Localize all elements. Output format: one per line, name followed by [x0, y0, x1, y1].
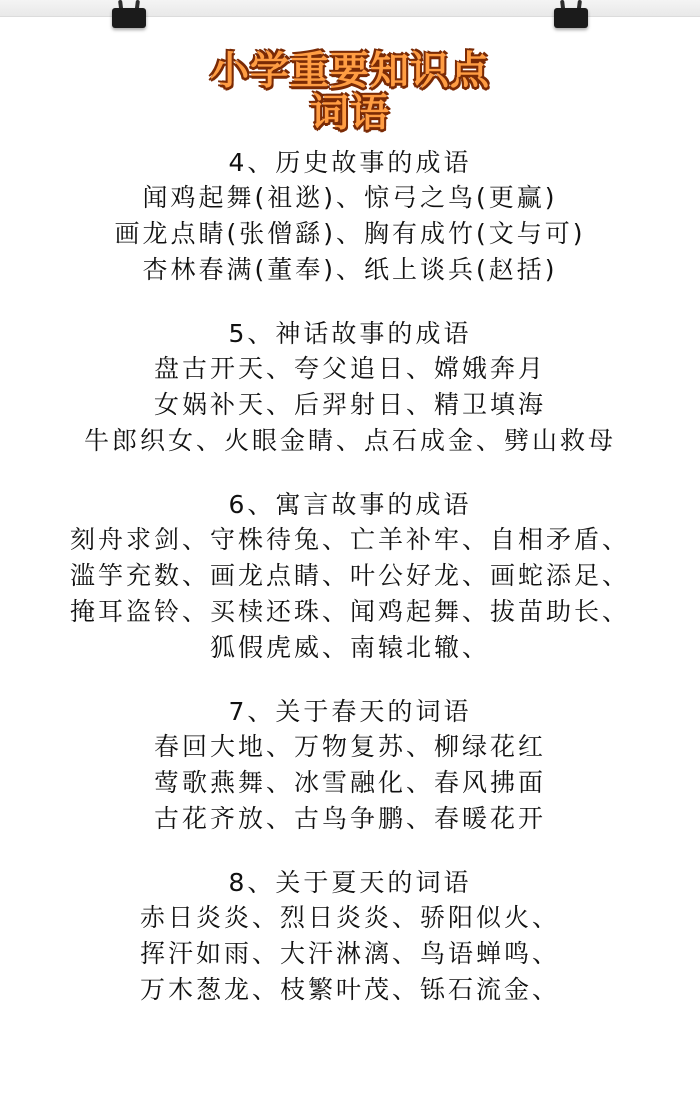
section-fable-idioms	[0, 487, 700, 666]
idiom-line: 闻鸡起舞(祖逖)、惊弓之鸟(更赢)	[142, 183, 558, 212]
word-line: 赤日炎炎、烈日炎炎、骄阳似火、	[139, 903, 560, 932]
idiom-line: 掩耳盗铃、买椟还珠、闻鸡起舞、拔苗助长、	[69, 597, 630, 626]
idiom-line: 画龙点睛(张僧繇)、胸有成竹(文与可)	[114, 219, 586, 248]
idiom-line: 杏林春满(董奉)、纸上谈兵(赵括)	[142, 255, 558, 284]
idiom-line: 女娲补天、后羿射日、精卫填海	[153, 390, 546, 419]
idiom-line: 牛郎织女、火眼金睛、点石成金、劈山救母	[83, 426, 616, 455]
section-history-idioms	[0, 145, 700, 288]
top-paper-rail	[0, 0, 700, 17]
idiom-line: 狐假虎威、南辕北辙、	[209, 633, 490, 662]
title-line-main: 小学重要知识点	[209, 49, 490, 94]
idiom-line: 滥竽充数、画龙点睛、叶公好龙、画蛇添足、	[69, 561, 630, 590]
section-heading: 7、关于春天的词语	[228, 697, 472, 726]
binder-clip-body	[112, 8, 146, 28]
binder-clip-left	[108, 0, 150, 30]
section-spring-words	[0, 694, 700, 837]
content-area	[0, 145, 700, 1036]
word-line: 莺歌燕舞、冰雪融化、春风拂面	[153, 768, 546, 797]
section-heading: 8、关于夏天的词语	[228, 868, 472, 897]
page-title	[0, 49, 700, 136]
idiom-line: 盘古开天、夸父追日、嫦娥奔月	[153, 354, 546, 383]
binder-clip-body	[554, 8, 588, 28]
word-line: 万木葱龙、枝繁叶茂、铄石流金、	[139, 975, 560, 1004]
section-heading: 5、神话故事的成语	[228, 319, 472, 348]
word-line: 春回大地、万物复苏、柳绿花红	[153, 732, 546, 761]
section-heading: 6、寓言故事的成语	[228, 490, 472, 519]
binder-clip-right	[550, 0, 592, 30]
section-heading: 4、历史故事的成语	[228, 148, 472, 177]
idiom-line: 刻舟求剑、守株待兔、亡羊补牢、自相矛盾、	[69, 525, 630, 554]
section-summer-words	[0, 865, 700, 1008]
section-myth-idioms	[0, 316, 700, 459]
word-line: 挥汗如雨、大汗淋漓、鸟语蝉鸣、	[139, 939, 560, 968]
word-line: 古花齐放、古鸟争鹏、春暖花开	[153, 804, 546, 833]
title-line-sub: 词语	[309, 91, 390, 136]
